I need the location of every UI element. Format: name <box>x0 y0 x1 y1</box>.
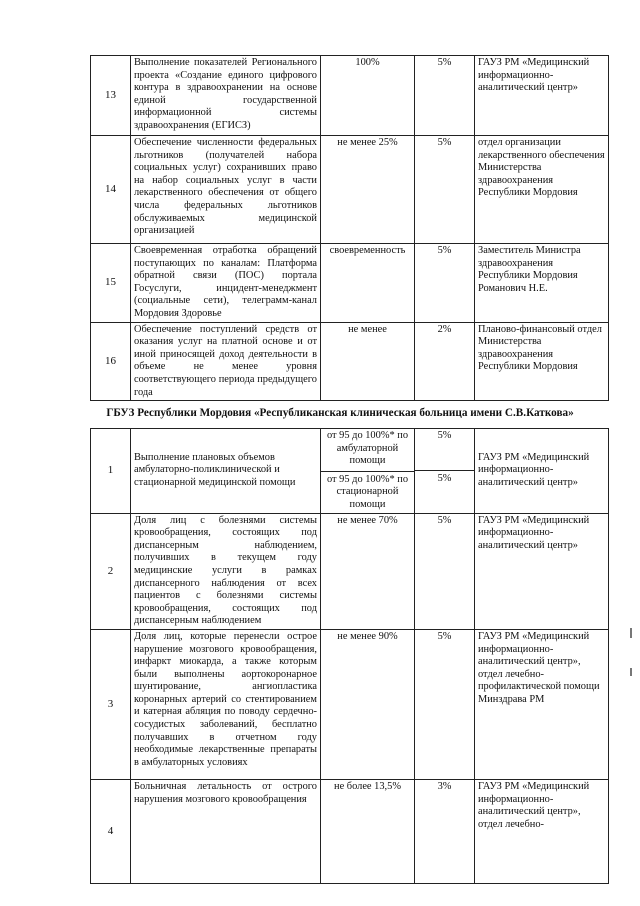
responsible-party: ГАУЗ РМ «Медицинский информационно-аналитический центр», отдел лечебно-профилактической помощи Минздрава РМ <box>475 629 609 779</box>
row-number: 13 <box>91 56 131 136</box>
indicator-text: Обеспечение поступлений средств от оказания услуг на платной основе и от иной приносящей доход деятельности в объеме не менее уровня соответствующего периода предыдущего года <box>131 322 321 401</box>
row-number: 14 <box>91 136 131 244</box>
target-value: своевременность <box>321 244 415 323</box>
target-split-cell <box>321 429 415 514</box>
indicator-text: Доля лиц с болезнями системы кровообращения, состоящих под диспансерным наблюдением, получивших в текущем году медицинские услуги в рамках диспансерного наблюдения от всех пациентов с болезнями системы кровообращения, состоящих под диспансерным наблюдением <box>131 513 321 629</box>
responsible-party: ГАУЗ РМ «Медицинский информационно-аналитический центр» <box>475 56 609 136</box>
target-value: не менее 90% <box>321 629 415 779</box>
target-value: не менее <box>321 322 415 401</box>
scan-mark <box>630 628 632 638</box>
target-value-outpatient: от 95 до 100%* по амбулаторной помощи <box>326 430 409 467</box>
indicators-table-bottom <box>90 428 609 884</box>
weight-value-outpatient: 5% <box>437 430 452 441</box>
target-value: не более 13,5% <box>321 779 415 883</box>
table-row <box>91 136 609 244</box>
table-row <box>91 244 609 323</box>
table-row <box>91 322 609 401</box>
indicator-text: Больничная летальность от острого нарушения мозгового кровообращения <box>131 779 321 883</box>
weight-value: 2% <box>415 322 475 401</box>
responsible-party: ГАУЗ РМ «Медицинский информационно-аналитический центр», отдел лечебно- <box>475 779 609 883</box>
weight-value: 5% <box>415 244 475 323</box>
responsible-party: Планово-финансовый отдел Министерства здравоохранения Республики Мордовия <box>475 322 609 401</box>
responsible-party: отдел организации лекарственного обеспечения Министерства здравоохранения Республики Мордовия <box>475 136 609 244</box>
indicators-table-top <box>90 55 609 401</box>
row-number: 3 <box>91 629 131 779</box>
row-number: 2 <box>91 513 131 629</box>
indicator-text: Своевременная отработка обращений поступающих по каналам: Платформа обратной связи (ПОС) портала Госуслуги, инцидент-менеджмент (социальные сети), телеграмм-канал Мордовия Здоровье <box>131 244 321 323</box>
target-value: 100% <box>321 56 415 136</box>
indicator-text: Выполнение плановых объемов амбулаторно-поликлинической и стационарной медицинской помощи <box>131 429 321 514</box>
row-number: 16 <box>91 322 131 401</box>
row-number: 1 <box>91 429 131 514</box>
responsible-party: ГАУЗ РМ «Медицинский информационно-аналитический центр» <box>475 513 609 629</box>
table-row <box>91 779 609 883</box>
target-value: не менее 70% <box>321 513 415 629</box>
weight-value: 5% <box>415 629 475 779</box>
responsible-party: ГАУЗ РМ «Медицинский информационно-аналитический центр» <box>475 429 609 514</box>
table-row <box>91 56 609 136</box>
section-title: ГБУЗ Республики Мордовия «Республиканская клиническая больница имени С.В.Каткова» <box>106 407 574 419</box>
target-value: не менее 25% <box>321 136 415 244</box>
table-row <box>91 629 609 779</box>
indicator-text: Доля лиц, которые перенесли острое нарушение мозгового кровообращения, инфаркт миокарда, а также которым были выполнены аортокоронарное шунтирование, ангиопластика коронарных артерий со стентированием и катерная абляция по поводу сердечно-сосудистых заболеваний, бесплатно получавших в отчетном году необходимые лекарственные препараты в амбулаторных условиях <box>131 629 321 779</box>
row-number: 15 <box>91 244 131 323</box>
indicator-text: Выполнение показателей Регионального проекта «Создание единого цифрового контура в здравоохранении на основе единой государственной информационной системы здравоохранения (ЕГИСЗ) <box>131 56 321 136</box>
weight-split-cell <box>415 429 475 514</box>
weight-value: 5% <box>415 136 475 244</box>
target-value-inpatient: от 95 до 100%* по стационарной помощи <box>321 471 414 512</box>
weight-value-inpatient: 5% <box>415 470 474 486</box>
table-row <box>91 513 609 629</box>
weight-value: 5% <box>415 513 475 629</box>
responsible-party: Заместитель Министра здравоохранения Республики Мордовия Романович Н.Е. <box>475 244 609 323</box>
row-number: 4 <box>91 779 131 883</box>
weight-value: 5% <box>415 56 475 136</box>
table-row <box>91 429 609 514</box>
scan-mark <box>630 668 632 676</box>
indicator-text: Обеспечение численности федеральных льготников (получателей набора социальных услуг) сохранивших право на набор социальных услуг в части лекарственного обеспечения от общего числа федеральных льготников обслуживаемых медицинской организацией <box>131 136 321 244</box>
weight-value: 3% <box>415 779 475 883</box>
